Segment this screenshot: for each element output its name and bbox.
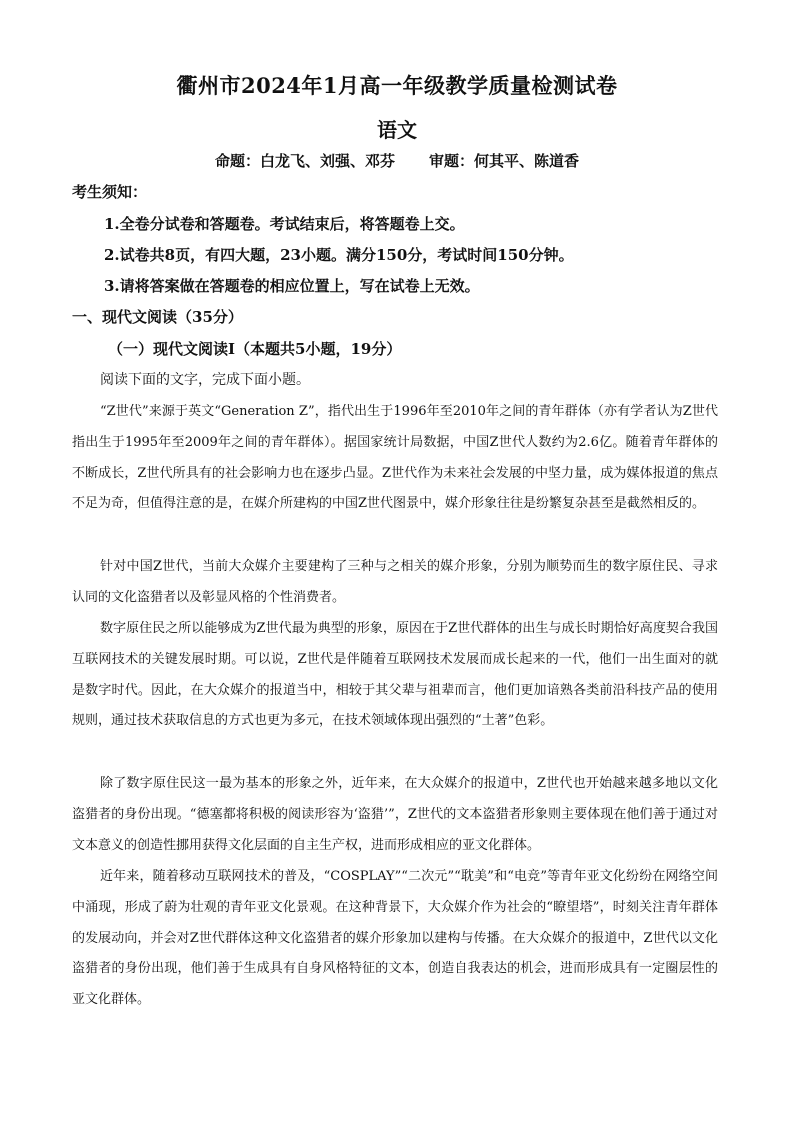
reading-instruction: 阅读下面的文字，完成下面小题。 xyxy=(100,372,310,388)
exam-subject: 语文 xyxy=(377,118,417,142)
passage-paragraph-4: 除了数字原住民这一最为基本的形象之外，近年来，在大众媒介的报道中，Z世代也开始越来越多地以文化盗猎者的身份出现。“德塞都将积极的阅读形容为‘盗猎’”，Z世代的文本盗猎者形象则主要体现在他们善于通过对文本意义的创造性挪用获得文化层面的自主生产权，进而形成相应的亚文化群体。 xyxy=(72,776,718,853)
notice-item-1: 1.全卷分试卷和答题卷。考试结束后，将答题卷上交。 xyxy=(104,215,465,233)
section-title: 一、现代文阅读（35分） xyxy=(72,308,243,326)
section-subtitle: （一）现代文阅读Ⅰ（本题共5小题，19分） xyxy=(108,340,402,358)
notice-item-3: 3.请将答案做在答题卷的相应位置上，写在试卷上无效。 xyxy=(104,277,480,295)
setters-line: 命题：白龙飞、刘强、邓芬 xyxy=(214,152,395,170)
notice-heading: 考生须知： xyxy=(72,183,148,201)
passage-paragraph-3: 数字原住民之所以能够成为Z世代最为典型的形象，原因在于Z世代群体的出生与成长时期恰好高度契合我国互联网技术的关键发展时期。可以说，Z世代是伴随着互联网技术发展而成长起来的一代，他们一出生面对的就是数字时代。因此，在大众媒介的报道当中，相较于其父辈与祖辈而言，他们更加谙熟各类前沿科技产品的使用规则，通过技术获取信息的方式也更为多元，在技术领域体现出强烈的“土著”色彩。 xyxy=(72,621,718,729)
passage-paragraph-1: “Z世代”来源于英文“Generation Z”，指代出生于1996年至2010年之间的青年群体（亦有学者认为Z世代指出生于1995年至2009年之间的青年群体）。据国家统计局数据，中国Z世代人数约为2.6亿。随着青年群体的不断成长，Z世代所具有的社会影响力也在逐步凸显。Z世代作为未来社会发展的中坚力量，成为媒体报道的焦点不足为奇，但值得注意的是，在媒介所建构的中国Z世代图景中，媒介形象往往是纷繁复杂甚至是截然相反的。 xyxy=(72,404,718,512)
passage-paragraph-2: 针对中国Z世代，当前大众媒介主要建构了三种与之相关的媒介形象，分别为顺势而生的数字原住民、寻求认同的文化盗猎者以及彰显风格的个性消费者。 xyxy=(72,559,718,605)
reviewers-line: 审题：何其平、陈道香 xyxy=(429,152,580,170)
passage-paragraph-5: 近年来，随着移动互联网技术的普及，“COSPLAY”“二次元”“耽美”和“电竞”等青年亚文化纷纷在网络空间中涌现，形成了蔚为壮观的青年亚文化景观。在这种背景下，大众媒介作为社会的“瞭望塔”，时刻关注青年群体的发展动向，并会对Z世代群体这种文化盗猎者的媒介形象加以建构与传播。在大众媒介的报道中，Z世代以文化盗猎者的身份出现，他们善于生成具有自身风格特征的文本，创造自我表达的机会，进而形成具有一定圈层性的亚文化群体。 xyxy=(72,869,718,1008)
exam-authors xyxy=(0,150,794,171)
exam-title: 衢州市2024年1月高一年级教学质量检测试卷 xyxy=(176,73,618,98)
notice-item-2: 2.试卷共8页，有四大题，23小题。满分150分，考试时间150分钟。 xyxy=(104,246,574,264)
